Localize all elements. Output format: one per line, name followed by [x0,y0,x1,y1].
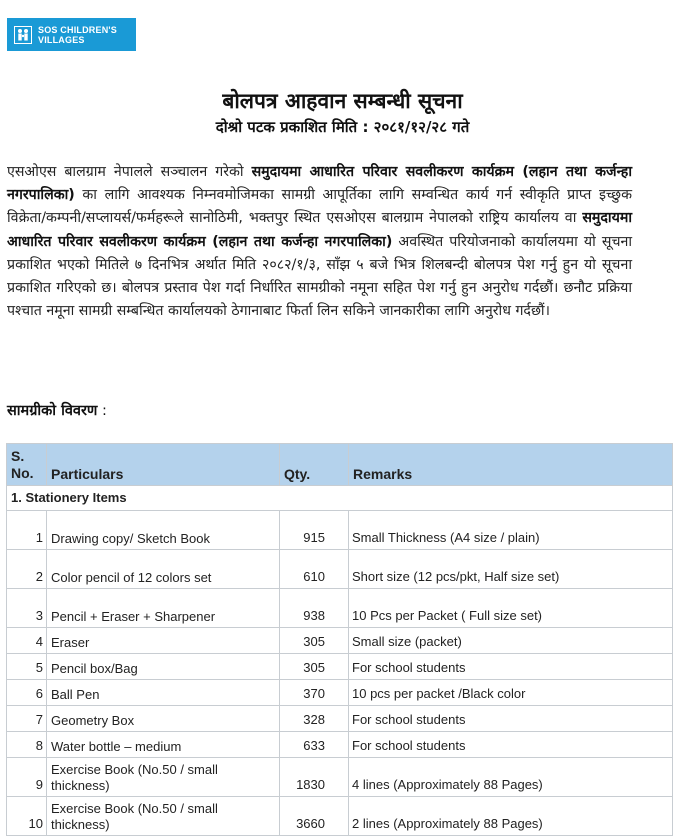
row-qty: 610 [280,550,349,589]
row-particulars: Ball Pen [47,680,280,706]
notice-subtitle: दोश्रो पटक प्रकाशित मिति : २०८१/१२/२८ गते [215,118,470,136]
family-icon [13,25,33,45]
row-particulars: Color pencil of 12 colors set [47,550,280,589]
group-label: 1. Stationery Items [7,486,673,511]
body-text-2: का लागि आवश्यक निम्नवमोजिमका सामग्री आपूर्तिका लागि सम्वन्धित कार्य गर्न स्वीकृति प्राप्त इच्छुक विक्रेता/कम्पनी/सप्लायर्स/फर्महरूले सानोठिमी, भक्तपुर स्थित एसओएस बालग्राम नेपालको राष्ट्रिय कार्यालय वा [7,187,632,227]
row-particulars: Pencil + Eraser + Sharpener [47,589,280,628]
row-particulars: Drawing copy/ Sketch Book [47,511,280,550]
table-row [7,589,673,628]
row-number: 3 [7,589,47,628]
notice-title: बोलपत्र आहवान सम्बन्धी सूचना [222,89,463,113]
row-qty: 1830 [280,758,349,797]
row-remarks: For school students [349,706,673,732]
row-qty: 633 [280,732,349,758]
row-particulars: Exercise Book (No.50 / small thickness) [47,797,280,836]
row-particulars: Geometry Box [47,706,280,732]
program-name-1: समुदायमा आधारित परिवार सवलीकरण कार्यक्रम (लहान तथा कर्जन्हा नगरपालिका) [7,164,633,204]
row-remarks: 4 lines (Approximately 88 Pages) [349,758,673,797]
row-particulars: Exercise Book (No.50 / small thickness) [47,758,280,797]
table-row [7,797,673,836]
row-number: 5 [7,654,47,680]
sos-logo [7,18,136,51]
program-name-2: समुदायमा आधारित परिवार सवलीकरण कार्यक्रम (लहान तथा कर्जन्हा नगरपालिका) [7,210,632,250]
table-row [7,680,673,706]
row-number: 7 [7,706,47,732]
row-particulars: Water bottle – medium [47,732,280,758]
row-remarks: Small Thickness (A4 size / plain) [349,511,673,550]
table-row [7,732,673,758]
materials-table [6,443,673,836]
row-remarks: 10 Pcs per Packet ( Full size set) [349,589,673,628]
logo-line-2: VILLAGES [38,34,85,45]
materials-heading [7,400,107,420]
row-number: 6 [7,680,47,706]
row-number: 2 [7,550,47,589]
table-row [7,550,673,589]
row-qty: 3660 [280,797,349,836]
header-qty: Qty. [280,444,349,486]
table-row [7,654,673,680]
row-number: 1 [7,511,47,550]
row-number: 10 [7,797,47,836]
row-number: 8 [7,732,47,758]
row-particulars: Eraser [47,628,280,654]
table-row [7,706,673,732]
row-remarks: For school students [349,654,673,680]
header-sno: S. No. [7,444,47,486]
table-row [7,758,673,797]
row-qty: 938 [280,589,349,628]
row-qty: 915 [280,511,349,550]
table-row [7,628,673,654]
body-text-1: एसओएस बालग्राम नेपालले सञ्चालन गरेको [7,164,252,180]
row-particulars: Pencil box/Bag [47,654,280,680]
row-remarks: 2 lines (Approximately 88 Pages) [349,797,673,836]
row-remarks: 10 pcs per packet /Black color [349,680,673,706]
logo-line-1: SOS CHILDREN'S [38,24,117,35]
header-remarks: Remarks [349,444,673,486]
table-row [7,511,673,550]
row-qty: 305 [280,654,349,680]
row-remarks: For school students [349,732,673,758]
row-number: 9 [7,758,47,797]
row-remarks: Short size (12 pcs/pkt, Half size set) [349,550,673,589]
row-qty: 305 [280,628,349,654]
row-qty: 328 [280,706,349,732]
table-header-row [7,444,673,486]
row-number: 4 [7,628,47,654]
group-row [7,486,673,511]
notice-body [7,161,632,323]
body-text-3: अवस्थित परियोजनाको कार्यालयमा यो सूचना प्रकाशित भएको मितिले ७ दिनभित्र अर्थात मिति २०८२/१/३, साँझ ५ बजे भित्र शिलबन्दी बोलपत्र पेश गर्नु हुन यो सूचना प्रकाशित गरिएको छ। बोलपत्र प्रस्ताव पेश गर्दा निर्धारित सामग्रीको नमूना सहित पेश गर्नु हुन अनुरोध गर्दछौं। छनौट प्रक्रिया पश्चात नमूना सामग्री सम्बन्धित कार्यालयको ठेगानाबाट फिर्ता लिन सकिने जानकारीका लागि अनुरोध गर्दछौं। [7,233,632,320]
materials-heading-text: सामग्रीको विवरण [7,403,98,419]
header-particulars: Particulars [47,444,280,486]
materials-heading-colon: : [97,403,107,419]
logo-text [38,25,117,45]
row-qty: 370 [280,680,349,706]
row-remarks: Small size (packet) [349,628,673,654]
